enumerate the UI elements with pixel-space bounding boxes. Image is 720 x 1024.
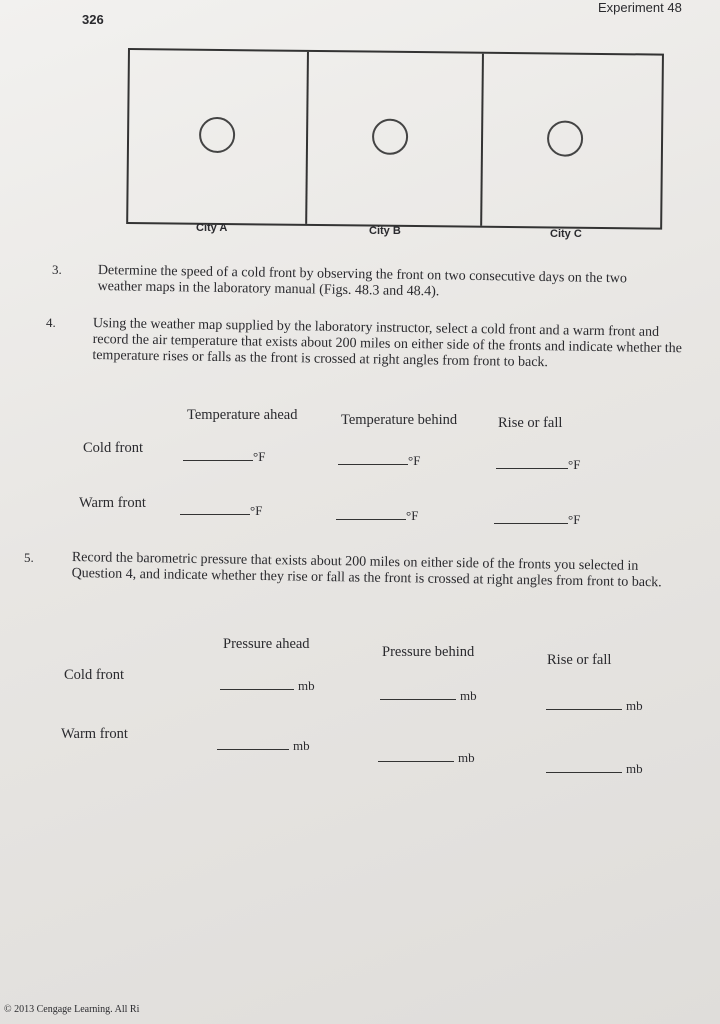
station-maps [126,48,664,230]
page-number: 326 [82,12,104,27]
answer-line [183,459,253,461]
answer-line [546,771,622,773]
row-label-warm-front: Warm front [61,726,128,742]
unit-label: °F [568,457,581,472]
station-circle-c [547,120,583,156]
question-3-text: Determine the speed of a cold front by observing the front on two consecutive days on the two weather maps in the laboratory manual (Figs. 48.3 and 48.4). [97,263,628,300]
warm-front-pressure-ahead-field[interactable] [217,737,310,755]
map-divider [305,52,308,224]
unit-label: mb [293,738,310,753]
column-header-rise-or-fall: Rise or fall [547,652,612,668]
row-label-cold-front: Cold front [83,440,144,456]
question-5-text: Record the barometric pressure that exists about 200 miles on either side of the fronts you selected in Question 4, and indicate whether they rise or fall as the front is crossed at right angles from front to back. [71,550,662,591]
answer-line [378,760,454,762]
column-header-pressure-behind: Pressure behind [382,644,475,660]
answer-line [180,513,250,515]
cold-front-pressure-behind-field[interactable] [380,687,477,705]
warm-front-temperature-rise-or-fall-field[interactable] [494,511,580,529]
experiment-title: Experiment 48 [598,0,682,15]
question-3-number: 3. [52,262,62,277]
question-4-number: 4. [46,315,56,330]
station-circle-a [199,117,235,153]
copyright-footer: © 2013 Cengage Learning. All Ri [4,1004,140,1015]
answer-line [494,522,568,524]
warm-front-pressure-rise-or-fall-field[interactable] [546,760,643,778]
unit-label: °F [250,503,263,518]
cold-front-pressure-ahead-field[interactable] [220,677,315,695]
unit-label: mb [460,688,477,703]
column-header-temperature-ahead: Temperature ahead [187,407,298,423]
unit-label: mb [626,698,643,713]
cold-front-temperature-behind-field[interactable] [338,452,420,470]
row-label-warm-front: Warm front [79,495,146,511]
city-label-c: City C [550,228,582,240]
question-5-number: 5. [24,550,34,565]
warm-front-pressure-behind-field[interactable] [378,749,475,767]
station-circle-b [372,119,408,155]
column-header-rise-or-fall: Rise or fall [498,415,563,431]
warm-front-temperature-ahead-field[interactable] [180,502,262,520]
answer-line [496,467,568,469]
unit-label: mb [298,678,315,693]
question-4-text: Using the weather map supplied by the laboratory instructor, select a cold front and a warm front and record the air temperature that exists about 200 miles on either side of the fronts and indicate whether the temperature rises or falls as the front is crossed at right angles from front to back. [92,316,683,371]
unit-label: mb [458,750,475,765]
answer-line [220,688,294,690]
city-label-b: City B [369,225,401,237]
city-label-a: City A [196,222,228,234]
answer-line [546,708,622,710]
answer-line [217,748,289,750]
unit-label: °F [408,453,421,468]
unit-label: °F [253,449,266,464]
answer-line [338,463,408,465]
warm-front-temperature-behind-field[interactable] [336,507,418,525]
cold-front-temperature-rise-or-fall-field[interactable] [496,456,580,474]
unit-label: mb [626,761,643,776]
column-header-temperature-behind: Temperature behind [341,412,458,428]
column-header-pressure-ahead: Pressure ahead [223,636,310,652]
cold-front-temperature-ahead-field[interactable] [183,448,265,466]
answer-line [380,698,456,700]
map-divider [480,54,483,226]
cold-front-pressure-rise-or-fall-field[interactable] [546,697,643,715]
row-label-cold-front: Cold front [64,667,125,683]
unit-label: °F [406,508,419,523]
answer-line [336,518,406,520]
unit-label: °F [568,512,581,527]
